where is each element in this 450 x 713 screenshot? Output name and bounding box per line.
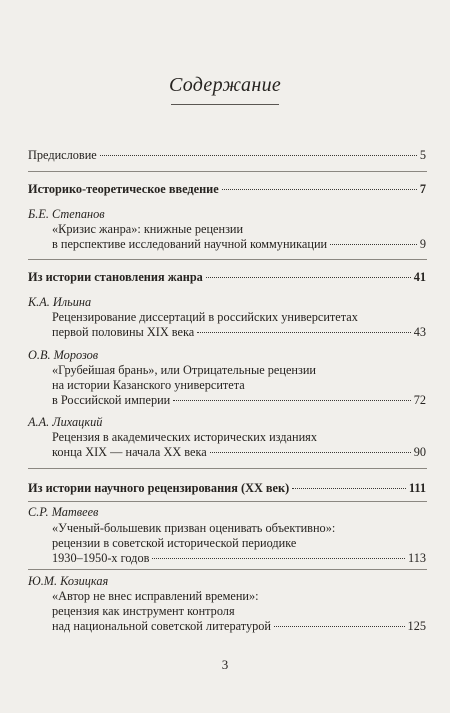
- toc-author: О.В. Морозов: [28, 348, 99, 362]
- toc-entry: [52, 237, 426, 252]
- dot-leader: [292, 488, 406, 489]
- toc-page-number: 41: [413, 270, 426, 284]
- dot-leader: [100, 155, 417, 156]
- toc-page-number: 90: [413, 445, 426, 459]
- section-divider: [28, 171, 427, 172]
- toc-entry-line: 1930–1950-х годов: [52, 551, 150, 565]
- toc-entry: [52, 325, 426, 340]
- toc-page-number: 9: [419, 237, 426, 251]
- toc-entry-line: рецензия как инструмент контроля: [52, 604, 235, 618]
- toc-entry-line: рецензии в советской исторической периодике: [52, 536, 297, 550]
- toc-section-label: Историко-теоретическое введение: [28, 182, 219, 196]
- toc-entry-line: на истории Казанского университета: [52, 378, 245, 392]
- section-divider: [28, 501, 427, 502]
- page-title: Содержание: [168, 74, 282, 96]
- toc-author: Ю.М. Козицкая: [28, 574, 109, 588]
- toc-section: [28, 481, 426, 496]
- toc-entry-line: конца XIX — начала XX века: [52, 445, 207, 459]
- toc-section: [28, 182, 426, 197]
- toc-entry-line: первой половины XIX века: [52, 325, 195, 339]
- dot-leader: [274, 626, 405, 627]
- toc-entry: [52, 445, 426, 460]
- toc-page-number: 7: [419, 182, 426, 196]
- toc-page-number: 5: [419, 148, 426, 162]
- section-divider: [28, 468, 427, 469]
- section-divider: [28, 569, 427, 570]
- toc-section-label: Из истории становления жанра: [28, 270, 203, 284]
- toc-page-number: 125: [407, 619, 426, 633]
- toc-page-number: 43: [413, 325, 426, 339]
- toc-author: К.А. Ильина: [28, 295, 92, 309]
- toc-entry-line: «Грубейшая брань», или Отрицательные рецензии: [52, 363, 317, 377]
- dot-leader: [152, 558, 405, 559]
- toc-label: Предисловие: [28, 148, 97, 162]
- toc-entry: [52, 393, 426, 408]
- toc-page-number: 72: [413, 393, 426, 407]
- toc-author: А.А. Лихацкий: [28, 415, 103, 429]
- toc-entry-line: над национальной советской литературой: [52, 619, 272, 633]
- toc-entry: [52, 551, 426, 566]
- page-number: 3: [221, 657, 229, 672]
- toc-page-number: 111: [408, 481, 426, 495]
- dot-leader: [206, 277, 411, 278]
- toc-section-label: Из истории научного рецензирования (XX век): [28, 481, 290, 495]
- dot-leader: [197, 332, 410, 333]
- toc-entry-line: «Автор не внес исправлений времени»:: [52, 589, 259, 603]
- title-underline: [171, 104, 279, 105]
- dot-leader: [173, 400, 410, 401]
- toc-entry-line: в перспективе исследований научной коммуникации: [52, 237, 328, 251]
- toc-entry-line: в Российской империи: [52, 393, 171, 407]
- toc-page-number: 113: [408, 551, 426, 565]
- toc-entry: [52, 619, 426, 634]
- toc-entry-line: «Ученый-большевик призван оценивать объективно»:: [52, 521, 336, 535]
- toc-entry-line: Рецензирование диссертаций в российских университетах: [52, 310, 358, 324]
- toc-preface: [28, 148, 426, 163]
- toc-author: С.Р. Матвеев: [28, 505, 99, 519]
- dot-leader: [210, 452, 411, 453]
- toc-entry-line: Рецензия в академических исторических изданиях: [52, 430, 317, 444]
- section-divider: [28, 259, 427, 260]
- dot-leader: [330, 244, 417, 245]
- dot-leader: [222, 189, 417, 190]
- toc-section: [28, 270, 426, 285]
- toc-entry-line: «Кризис жанра»: книжные рецензии: [52, 222, 244, 236]
- toc-author: Б.Е. Степанов: [28, 207, 105, 221]
